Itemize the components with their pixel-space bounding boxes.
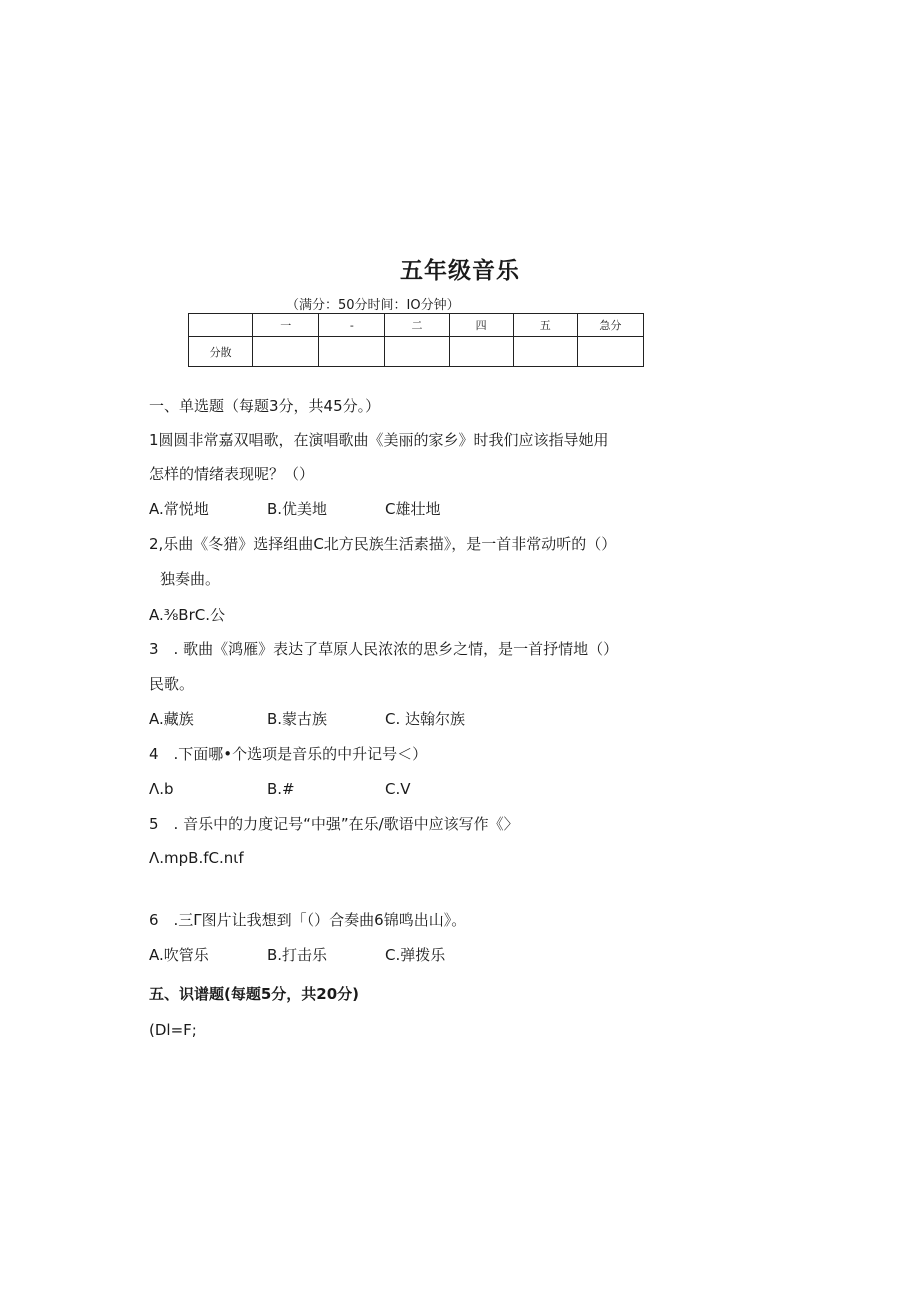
- question-3-line-2: 民歌。: [149, 675, 195, 693]
- score-table-score-row: [189, 337, 644, 367]
- score-table-header-row: [189, 314, 644, 337]
- exam-info: （满分：50分时间：IO分钟）: [286, 298, 460, 313]
- question-4-line: 4 .下面哪•个选项是音乐的中升记号＜）: [149, 745, 428, 763]
- question-5-options[interactable]: Λ.mpB.fC.nιf: [149, 849, 244, 867]
- page-title: 五年级音乐: [400, 258, 520, 284]
- score-table: [188, 313, 644, 367]
- score-table-header-cell: -: [319, 314, 385, 337]
- question-3-option-c[interactable]: C. 达翰尔族: [385, 710, 466, 728]
- question-1-line-1: 1圆圆非常嘉双唱歌，在演唱歌曲《美丽的家乡》时我们应该指导她用: [149, 431, 609, 449]
- score-table-header-cell: 二: [385, 314, 449, 337]
- question-3-option-a[interactable]: A.藏族: [149, 710, 194, 728]
- score-input-cell[interactable]: [577, 337, 643, 367]
- question-4-option-a[interactable]: Λ.b: [149, 780, 174, 798]
- question-2-line-1: 2,乐曲《冬猎》选择组曲C北方民族生活素描》，是一首非常动听的（）: [149, 535, 617, 553]
- score-row-label: 分散: [189, 337, 253, 367]
- score-table-header-cell: 五: [513, 314, 577, 337]
- score-table-header-cell: 急分: [577, 314, 643, 337]
- question-1-option-c[interactable]: C雄壮地: [385, 500, 441, 518]
- question-2-line-2: 独奏曲。: [160, 570, 221, 588]
- question-6-option-c[interactable]: C.弹拨乐: [385, 946, 446, 964]
- score-input-cell[interactable]: [513, 337, 577, 367]
- score-input-cell[interactable]: [449, 337, 513, 367]
- notation-question-key: (Dl=F;: [149, 1021, 197, 1039]
- score-table-header-cell: [189, 314, 253, 337]
- question-5-line: 5 . 音乐中的力度记号“中强”在乐/歌语中应该写作《〉: [149, 815, 519, 833]
- score-input-cell[interactable]: [385, 337, 449, 367]
- question-3-option-b[interactable]: B.蒙古族: [267, 710, 328, 728]
- score-input-cell[interactable]: [319, 337, 385, 367]
- question-6-line: 6 .三Γ图片让我想到「（）合奏曲6锦鸣出山》。: [149, 911, 467, 929]
- question-1-option-a[interactable]: A.常悦地: [149, 500, 209, 518]
- question-1-line-2: 怎样的情绪表现呢？（）: [149, 465, 315, 483]
- section-heading-notation: 五、识谱题(每题5分，共20分): [149, 985, 360, 1003]
- score-input-cell[interactable]: [253, 337, 319, 367]
- question-3-line-1: 3 . 歌曲《鸿雁》表达了草原人民浓浓的思乡之情，是一首抒情地（）: [149, 640, 619, 658]
- question-6-option-b[interactable]: B.打击乐: [267, 946, 328, 964]
- score-table-header-cell: 四: [449, 314, 513, 337]
- question-1-option-b[interactable]: B.优美地: [267, 500, 328, 518]
- question-6-option-a[interactable]: A.吹管乐: [149, 946, 209, 964]
- question-4-option-c[interactable]: C.V: [385, 780, 411, 798]
- question-4-option-b[interactable]: B.#: [267, 780, 295, 798]
- question-2-options[interactable]: A.⅜BrC.公: [149, 606, 226, 624]
- score-table-header-cell: 一: [253, 314, 319, 337]
- section-heading-single-choice: 一、单选题（每题3分，共45分。）: [149, 397, 381, 415]
